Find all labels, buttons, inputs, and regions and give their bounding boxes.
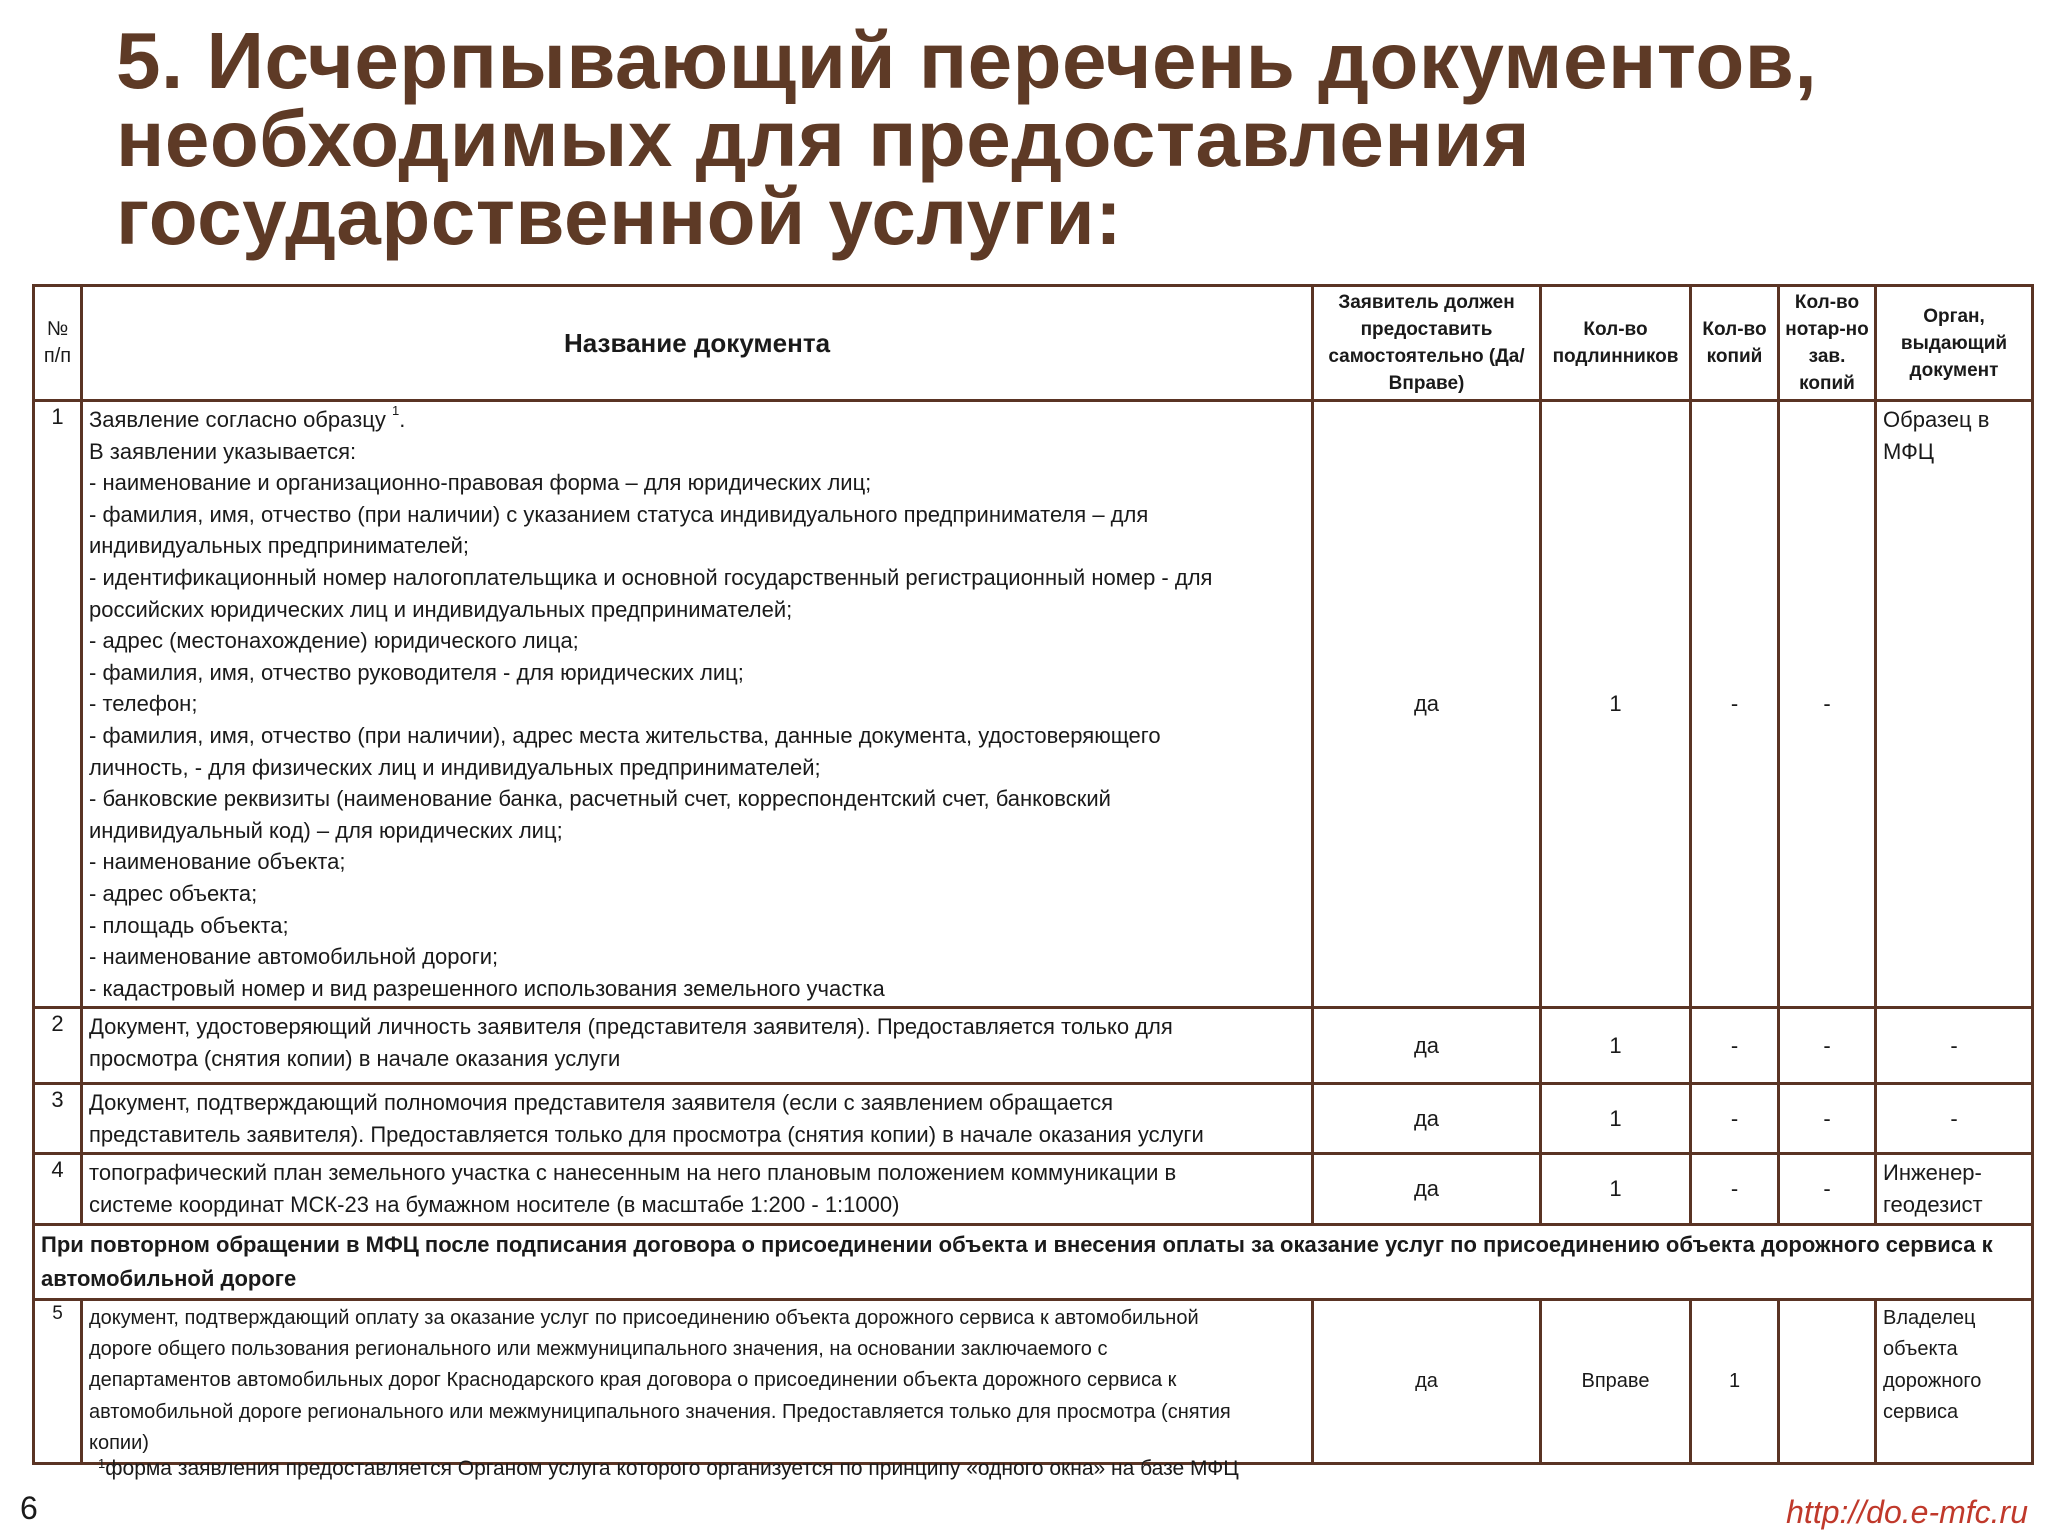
document-line: просмотра (снятия копии) в начале оказания услуги <box>89 1045 621 1071</box>
copies-count: - <box>1691 1154 1779 1224</box>
issuer-line: дорожного <box>1883 1369 1982 1392</box>
copies-count: - <box>1691 1084 1779 1154</box>
originals-count: 1 <box>1541 401 1691 1008</box>
row-number: 5 <box>34 1299 82 1463</box>
issuer <box>1876 1299 2033 1463</box>
document-line: Документ, подтверждающий полномочия представителя заявителя (если с заявлением обращается <box>89 1090 1114 1116</box>
self-provide-value: да <box>1313 401 1541 1008</box>
document-line: - адрес (местонахождение) юридического лица; <box>89 628 579 654</box>
document-line: - фамилия, имя, отчество (при наличии), адрес места жительства, данные документа, удостоверяющего <box>89 722 1161 748</box>
notary-copies-count: - <box>1779 1008 1876 1084</box>
document-line: - фамилия, имя, отчество (при наличии) с указанием статуса индивидуального предпринимателя – для <box>89 501 1149 527</box>
document-line: автомобильной дороге регионального или межмуниципального значения. Предоставляется только для просмотра (снятия <box>89 1400 1231 1423</box>
self-provide-value: да <box>1313 1008 1541 1084</box>
originals-count: Вправе <box>1541 1299 1691 1463</box>
originals-count: 1 <box>1541 1008 1691 1084</box>
notary-copies-count: - <box>1779 1084 1876 1154</box>
document-line: - идентификационный номер налогоплательщика и основной государственный регистрационный номер - для <box>89 564 1213 590</box>
document-line: системе координат МСК-23 на бумажном носителе (в масштабе 1:200 - 1:1000) <box>89 1192 900 1218</box>
header-issuer: Орган, выдающий документ <box>1876 286 2033 401</box>
originals-count: 1 <box>1541 1154 1691 1224</box>
issuer-line: объекта <box>1883 1338 1958 1361</box>
document-line: копии) <box>89 1432 149 1455</box>
row-number: 1 <box>34 401 82 1008</box>
issuer: - <box>1876 1084 2033 1154</box>
document-name <box>82 401 1313 1008</box>
originals-count: 1 <box>1541 1084 1691 1154</box>
issuer-line: геодезист <box>1883 1192 1983 1218</box>
issuer-line: Инженер- <box>1883 1160 1982 1186</box>
header-notary-copies: Кол-во нотар-но зав. копий <box>1779 286 1876 401</box>
issuer: - <box>1876 1008 2033 1084</box>
document-line: - кадастровый номер и вид разрешенного использования земельного участка <box>89 975 885 1001</box>
row-number: 3 <box>34 1084 82 1154</box>
document-line: - банковские реквизиты (наименование банка, расчетный счет, корреспондентский счет, банковский <box>89 786 1111 812</box>
document-line: индивидуальный код) – для юридических лиц; <box>89 817 563 843</box>
section-row <box>34 1224 2033 1299</box>
page-title <box>116 16 1996 261</box>
document-line: документ, подтверждающий оплату за оказание услуг по присоединению объекта дорожного сервиса к автомобильной <box>89 1306 1199 1329</box>
table-row <box>34 1299 2033 1463</box>
document-line: - наименование объекта; <box>89 849 346 875</box>
document-line: дороге общего пользования регионального или межмуниципального значения, на основании заключаемого с <box>89 1338 1108 1361</box>
row-number: 2 <box>34 1008 82 1084</box>
document-line: департаментов автомобильных дорог Краснодарского края договора о присоединении объекта дорожного сервиса к <box>89 1369 1177 1392</box>
document-line: - адрес объекта; <box>89 880 258 906</box>
document-line: - наименование и организационно-правовая форма – для юридических лиц; <box>89 470 872 496</box>
document-line: Заявление согласно образцу $^1$. <box>89 403 406 432</box>
site-url-link[interactable]: http://do.e-mfc.ru <box>1786 1494 2028 1530</box>
copies-count: - <box>1691 401 1779 1008</box>
table-row <box>34 1154 2033 1224</box>
document-line: В заявлении указывается: <box>89 438 357 464</box>
document-name <box>82 1299 1313 1463</box>
document-line: личность, - для физических лиц и индивидуальных предпринимателей; <box>89 754 821 780</box>
header-originals: Кол-во подлинников <box>1541 286 1691 401</box>
document-name <box>82 1008 1313 1084</box>
copies-count: 1 <box>1691 1299 1779 1463</box>
self-provide-value: да <box>1313 1299 1541 1463</box>
issuer: Образец в МФЦ <box>1876 401 2033 1008</box>
row-number: 4 <box>34 1154 82 1224</box>
section-heading: При повторном обращении в МФЦ после подписания договора о присоединении объекта и внесения оплаты за оказание услуг по присоединению объекта дорожного сервиса к автомобильной дороге <box>34 1224 2033 1299</box>
footnote-text: форма заявления предоставляется Органом услуга которого организуется по принципу «одного окна» на базе МФЦ <box>105 1457 1239 1480</box>
issuer-line: Владелец <box>1883 1306 1976 1329</box>
table-row <box>34 1008 2033 1084</box>
document-line: представитель заявителя). Предоставляется только для просмотра (снятия копии) в начале оказания услуги <box>89 1121 1204 1147</box>
table-row <box>34 1084 2033 1154</box>
title-line: 5. Исчерпывающий перечень документов, <box>116 16 1818 105</box>
header-self-provide: Заявитель должен предоставить самостоятельно (Да/Вправе) <box>1313 286 1541 401</box>
table-row <box>34 401 2033 1008</box>
header-document-name: Название документа <box>82 286 1313 401</box>
header-row <box>34 286 2033 401</box>
self-provide-value: да <box>1313 1154 1541 1224</box>
documents-table <box>32 284 2034 1465</box>
document-line: Документ, удостоверяющий личность заявителя (представителя заявителя). Предоставляется только для <box>89 1014 1173 1040</box>
issuer <box>1876 1154 2033 1224</box>
page-number: 6 <box>20 1490 38 1526</box>
copies-count: - <box>1691 1008 1779 1084</box>
notary-copies-count: - <box>1779 1154 1876 1224</box>
document-name <box>82 1084 1313 1154</box>
header-copies: Кол-во копий <box>1691 286 1779 401</box>
header-num: № п/п <box>34 286 82 401</box>
footnote-mark: 1 <box>391 403 400 418</box>
self-provide-value: да <box>1313 1084 1541 1154</box>
footnote-mark: 1 <box>98 1456 106 1471</box>
document-line: - площадь объекта; <box>89 912 289 938</box>
document-line: топографический план земельного участка с нанесенным на него плановым положением коммуникации в <box>89 1160 1177 1186</box>
footnote <box>98 1457 1239 1481</box>
document-line: - наименование автомобильной дороги; <box>89 944 499 970</box>
document-name <box>82 1154 1313 1224</box>
document-line: индивидуальных предпринимателей; <box>89 533 470 559</box>
notary-copies-count <box>1779 1299 1876 1463</box>
issuer-line: сервиса <box>1883 1401 1959 1424</box>
notary-copies-count: - <box>1779 401 1876 1008</box>
document-line: - фамилия, имя, отчество руководителя - для юридических лиц; <box>89 659 744 685</box>
document-line: российских юридических лиц и индивидуальных предпринимателей; <box>89 596 793 622</box>
document-line: - телефон; <box>89 691 198 717</box>
title-line: государственной услуги: <box>116 172 1123 261</box>
title-line: необходимых для предоставления <box>116 94 1531 183</box>
